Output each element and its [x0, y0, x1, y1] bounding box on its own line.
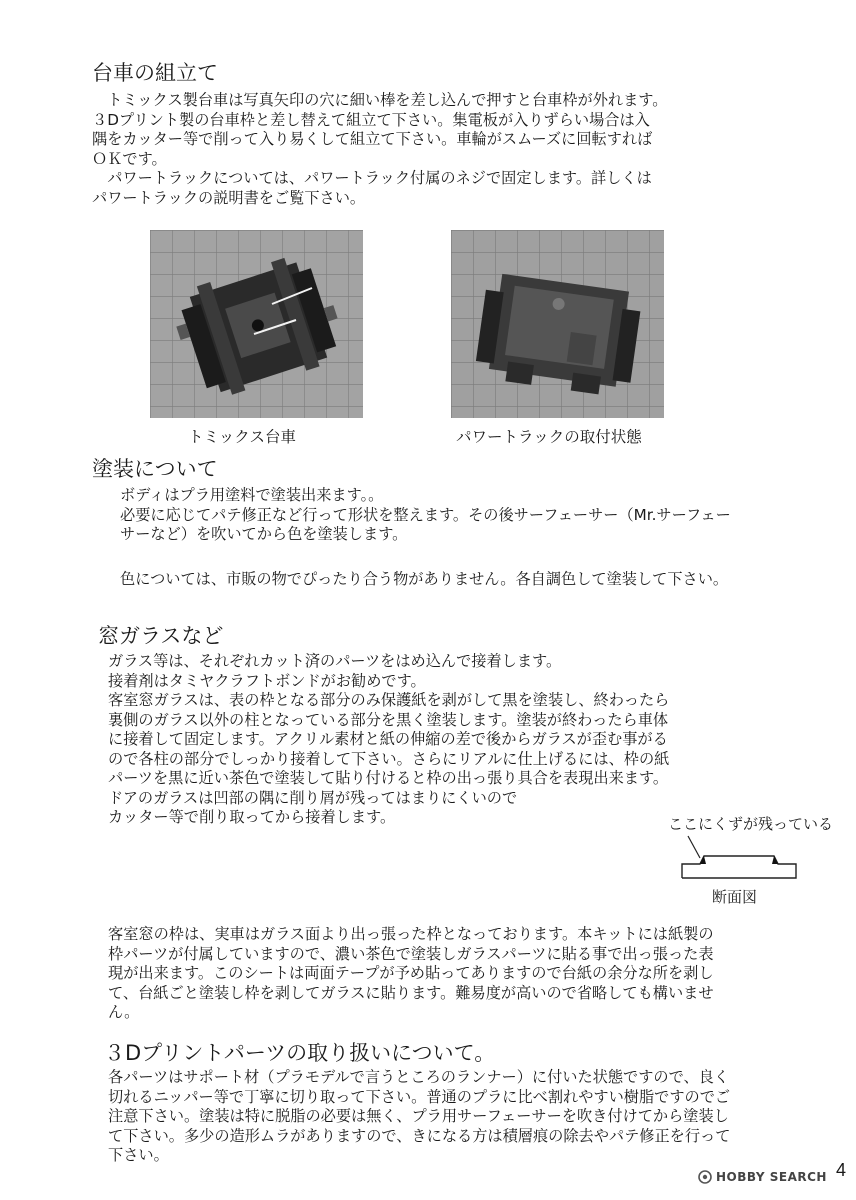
print3d-line: て下さい。多少の造形ムラがありますので、きになる方は積層痕の除去やパテ修正を行って: [108, 1126, 731, 1145]
print3d-line: 切れるニッパー等で丁寧に切り取って下さい。普通のプラに比べ割れやすい樹脂ですのでご: [108, 1087, 731, 1106]
frame-line: ん。: [108, 1003, 140, 1021]
bogie-line: トミックス製台車は写真矢印の穴に細い棒を差し込んで押すと台車枠が外れます。: [92, 91, 668, 109]
debris-label: ここにくずが残っている: [668, 815, 834, 833]
glass-line: に接着して固定します。アクリル素材と紙の伸縮の差で後からガラスが歪む事がる: [108, 730, 668, 748]
bogie-line: 隅をカッター等で削って入り易くして組立て下さい。車輪がスムーズに回転すれば: [92, 130, 653, 148]
print3d-line: 下さい。: [108, 1146, 169, 1164]
bogie-paragraph: [92, 91, 667, 208]
painting-paragraph: [120, 486, 731, 545]
bogie-heading: 台車の組立て: [92, 61, 218, 85]
frame-line: て、台紙ごと塗装し枠を剥してガラスに貼ります。難易度が高いので省略しても構いませ: [108, 983, 714, 1002]
painting-line: ボディはプラ用塗料で塗装出来ます。。: [120, 486, 384, 504]
print3d-heading: ３Dプリントパーツの取り扱いについて。: [104, 1041, 496, 1065]
cross-section-caption: 断面図: [712, 888, 758, 906]
hobby-search-logo-icon: [698, 1170, 712, 1184]
glass-line: ガラス等は、それぞれカット済のパーツをはめ込んで接着します。: [108, 652, 562, 670]
glass-paragraph: [108, 652, 669, 828]
painting-color-note: 色については、市販の物でぴったり合う物がありません。各自調色して塗装して下さい。: [120, 570, 729, 588]
glass-line: 裏側のガラス以外の柱となっている部分を黒く塗装します。塗装が終わったら車体: [108, 710, 669, 729]
print3d-line: 注意下さい。塗装は特に脱脂の必要は無く、プラ用サーフェーサーを吹き付けてから塗装し: [108, 1107, 729, 1125]
power-truck-caption: パワートラックの取付状態: [456, 428, 642, 446]
frame-line: 枠パーツが付属していますので、濃い茶色で塗装しガラスパーツに貼る事で出っ張った表: [108, 944, 714, 963]
glass-line: 接着剤はタミヤクラフトボンドがお勧めです。: [108, 671, 426, 690]
hobby-search-logo-text: HOBBY SEARCH: [716, 1170, 827, 1184]
glass-line: カッター等で削り取ってから接着します。: [108, 808, 396, 826]
glass-line: ので各柱の部分でしっかり接着して下さい。さらにリアルに仕上げるには、枠の紙: [108, 749, 670, 768]
page-number: 4: [836, 1160, 847, 1180]
cross-section-diagram: [674, 834, 804, 884]
painting-heading: 塗装について: [92, 457, 218, 481]
glass-line: パーツを黒に近い茶色で塗装して貼り付けると枠の出っ張り具合を表現出来ます。: [108, 769, 669, 787]
painting-line: サーなど）を吹いてから色を塗装します。: [120, 525, 408, 543]
tomix-bogie-caption: トミックス台車: [188, 428, 297, 446]
bogie-line: パワートラックの説明書をご覧下さい。: [92, 188, 366, 207]
frame-line: 現が出来ます。このシートは両面テープが予め貼ってありますので台紙の余分な所を剥し: [108, 964, 714, 982]
tomix-bogie-photo: [150, 230, 363, 418]
frame-line: 客室窓の枠は、実車はガラス面より出っ張った枠となっております。本キットには紙製の: [108, 925, 714, 943]
bogie-line: パワートラックについては、パワートラック付属のネジで固定します。詳しくは: [92, 169, 652, 187]
bogie-line: ＯＫです。: [92, 149, 167, 168]
print3d-line: 各パーツはサポート材（プラモデルで言うところのランナー）に付いた状態ですので、良く: [108, 1068, 730, 1086]
frame-paragraph: [108, 925, 714, 1023]
hobby-search-watermark: [698, 1170, 827, 1184]
painting-line: 必要に応じてパテ修正など行って形状を整えます。その後サーフェーサー（Mr.サーフェー: [120, 505, 731, 524]
power-truck-photo: [451, 230, 664, 418]
bogie-line: ３Dプリント製の台車枠と差し替えて組立て下さい。集電板が入りずらい場合は入: [92, 110, 650, 129]
glass-line: 客室窓ガラスは、表の枠となる部分のみ保護紙を剥がして黒を塗装し、終わったら: [108, 691, 670, 709]
glass-heading: 窓ガラスなど: [98, 624, 224, 648]
print3d-paragraph: [108, 1068, 730, 1166]
glass-line: ドアのガラスは凹部の隅に削り屑が残ってはまりにくいので: [108, 788, 518, 807]
